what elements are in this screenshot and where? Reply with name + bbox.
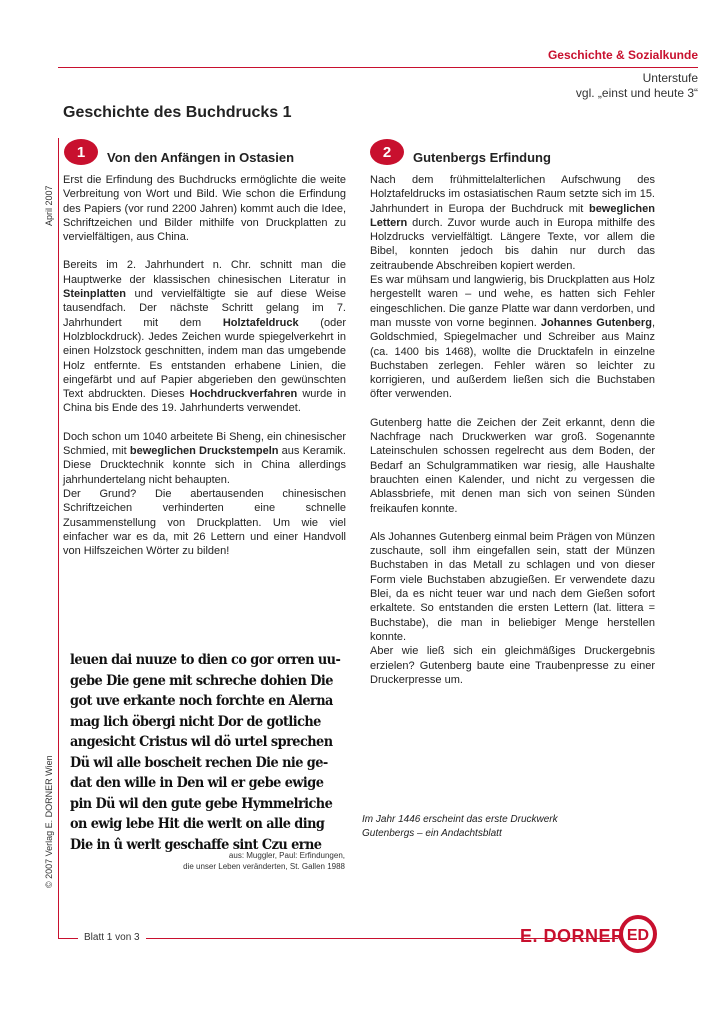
section-2-paragraph: Als Johannes Gutenberg einmal beim Prägen von Münzen zuschaute, soll ihm eingefallen sein, statt der Münzen Buchstaben in das Metall zu schlagen und von dieser Form viele Buchstaben abzugießen. Er verwendete dazu Blei, da es nicht teuer war und nach dem Gießen sofort erkaltete. So entstanden die ersten Lettern (lat. littera = Buchstabe), die man in beliebiger Menge herstellen konnte. [370,530,655,643]
section-2-badge: 2 [370,139,404,165]
print-line: Dü wil alle boscheit rechen Die nie ge- [70,754,328,771]
section-1-paragraph: Erst die Erfindung des Buchdrucks ermöglichte die weite Verbreitung von Wort und Bild. Wie schon die Erfindung des Papiers (vor rund 2200 Jahren) kommt auch die Idee, Schriftzeichen und Bilder mithilfe von Druckplatten zu vervielfältigen, aus China. [63,174,346,244]
level-label: Unterstufe [642,71,698,85]
page-title: Geschichte des Buchdrucks 1 [63,104,292,121]
print-line: Die in û werlt geschaffe sint Czu erne [70,836,322,853]
section-2-paragraph: Es war mühsam und langwierig, bis Druckplatten aus Holz hergestellt waren – und wehe, es hatten sich Fehler eingeschlichen. Die ganze Platte war dann verdorben, und man musste von vorne beginnen. Johannes Gutenberg, Goldschmied, Spiegelmacher und Schreiber aus Mainz (ca. 1400 bis 1468), wollte die Drucktafeln in einzelne Buchstaben zerlegen. Fehler wären so leichter zu korrigieren, und außerdem ließen sich die Buchstaben öfter verwenden. [370,274,655,401]
section-1-badge: 1 [64,139,98,165]
gutenberg-print-image [70,650,345,853]
image-caption [362,813,622,841]
print-line: gebe Die gene mit schreche dohien Die [70,672,333,689]
section-2-body [370,173,655,701]
section-2-paragraph: Gutenberg hatte die Zeichen der Zeit erkannt, denn die Nachfrage nach Druckwerken war groß. Sogenannte Lateinschulen schossen regelrecht aus dem Boden, der Bedarf an Schulgrammatiken war riesig, alle Haushalte brauchten einen Kalender, und nicht zu vergessen die Ablassbriefe, mit denen man sich von seinen Sünden freikaufen konnte. [370,416,655,515]
print-line: leuen dai nuuze to dien co gor orren uu- [70,652,341,668]
print-line: on ewig lebe Hit die werlt on alle ding [70,816,325,832]
caption-line: Gutenbergs – ein Andachtsblatt [362,828,502,839]
side-copyright: © 2007 Verlag E. DORNER Wien [44,755,54,888]
logo-text: ED [626,927,650,944]
publisher-brand: E. DORNER [520,926,625,946]
print-line: dat den wille in Den wil er gebe ewige [70,775,324,791]
header-divider [58,67,698,68]
section-2-paragraph: Aber wie ließ sich ein gleichmäßiges Druckergebnis erzielen? Gutenberg baute eine Traubenpresse zu einer Druckerpresse um. [370,645,655,686]
section-2-paragraph: Nach dem frühmittelalterlichen Aufschwung des Holztafeldrucks im ostasiatischen Raum setzte sich im 15. Jahrhundert in Europa der Buchdruck mit beweglichen Lettern durch. Zuvor wurde auch in Europa mithilfe des Holzdrucks vervielfältigt. Längere Texte, vor allem die Bibel, konnten jedoch bis dahin nur durch das zeitraubende Abschreiben kopiert werden. [370,174,655,272]
publisher-logo-icon [618,914,658,954]
reference-label: vgl. „einst und heute 3“ [575,86,698,100]
image-source [150,850,345,872]
header-meta [480,71,698,101]
print-line: pin Dü wil den gute gebe Hymmelriche [70,795,333,812]
section-1-paragraph: Bereits im 2. Jahrhundert n. Chr. schnitt man die Hauptwerke der klassischen chinesischen Literatur in Steinplatten und vervielfältigte sie auf diese Weise tausendfach. Der nächste Schritt gelang im 7. Jahrhundert mit dem Holztafeldruck (oder Holzblockdruck). Jedes Zeichen wurde spiegelverkehrt in einen Holzstock geschnitten, indem man das umgebende Holz entfernte. Es entstanden erhabene Linien, die eingefärbt und auf Papier abgerieben den gewünschten Text abdruckten. Dieses Hochdruckverfahren wurde in China bis Ende des 19. Jahrhunderts verwendet. [63,259,346,415]
print-line: got uve erkante noch forchte en Alerna [70,693,333,709]
section-1-body [63,173,346,572]
print-line: mag lich öbergi nicht Dor de gotliche [70,713,321,730]
subject-label: Geschichte & Sozialkunde [547,48,698,62]
source-line: die unser Leben veränderten, St. Gallen 1988 [183,862,345,871]
section-2-title: Gutenbergs Erfindung [413,150,551,165]
print-line: angesicht Cristus wil dö urtel sprechen [70,734,333,750]
section-1-title: Von den Anfängen in Ostasien [107,150,295,165]
margin-divider [58,138,59,938]
caption-line: Im Jahr 1446 erscheint das erste Druckwerk [362,814,558,825]
section-1-paragraph: Der Grund? Die abertausenden chinesischen Schriftzeichen verhinderten eine schnelle Zusammenstellung von Druckplatten. Um wie viel einfacher war es da, mit 26 Lettern und einer Handvoll von Hilfszeichen Wörter zu bilden! [63,487,346,558]
source-line: aus: Muggler, Paul: Erfindungen, [228,851,345,860]
section-1-paragraph: Doch schon um 1040 arbeitete Bi Sheng, ein chinesischer Schmied, mit beweglichen Druckstempeln aus Keramik. Diese Drucktechnik konnte sich in China allerdings jahrhundertelang nicht behaupten. [63,430,346,486]
side-date: April 2007 [44,185,54,226]
page-indicator: Blatt 1 von 3 [78,932,146,943]
